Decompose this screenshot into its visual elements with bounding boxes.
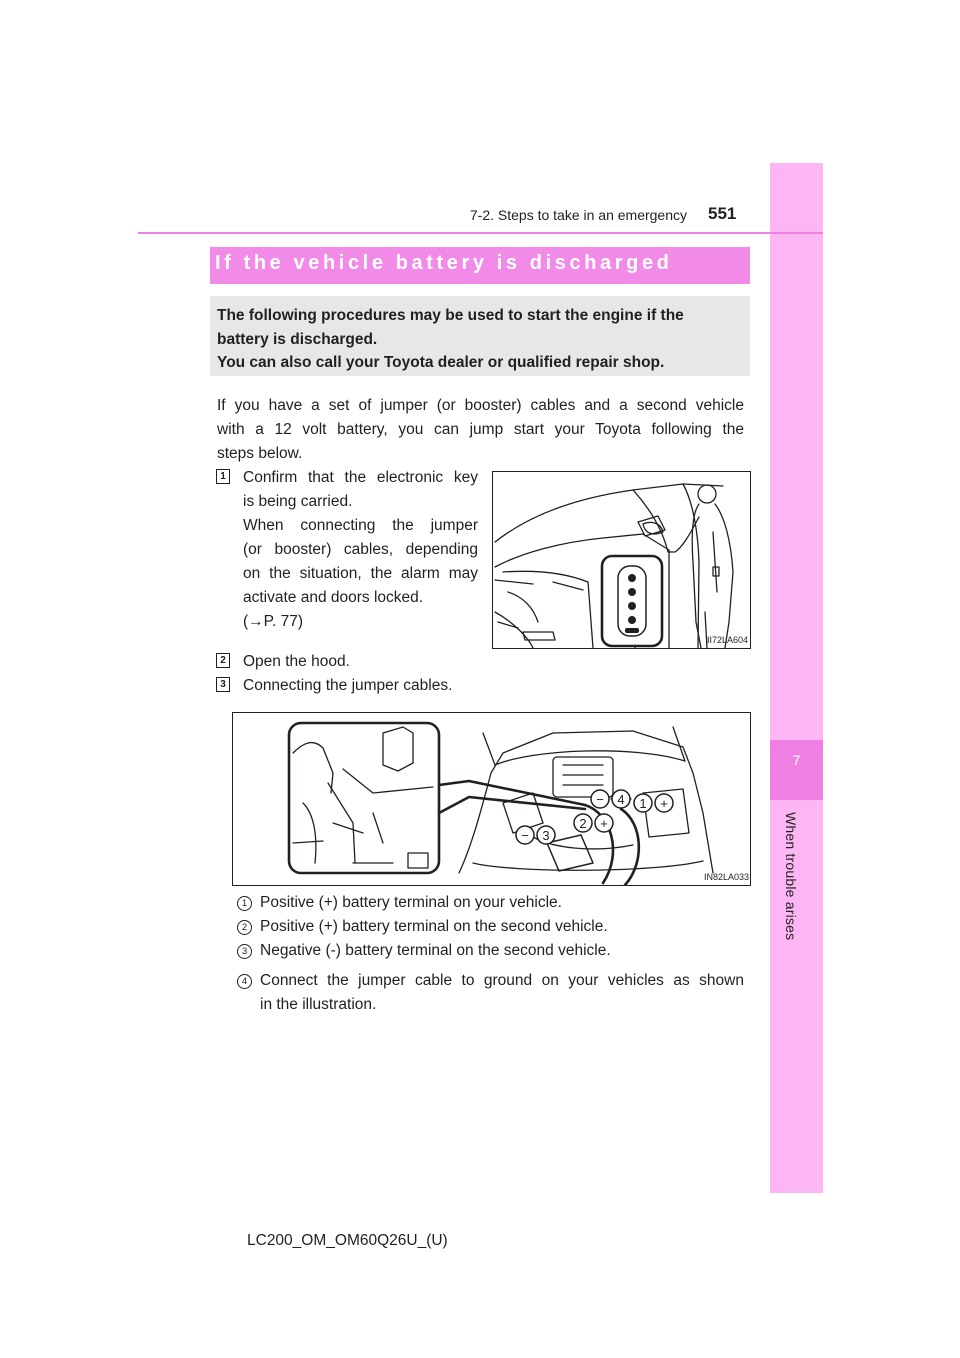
chapter-label: When trouble arises: [783, 812, 799, 941]
figure-electronic-key: [492, 471, 751, 649]
step-marker-2: 2: [216, 653, 230, 668]
list-marker-3: 3: [237, 944, 252, 959]
callout-2: 2: [579, 816, 587, 831]
plus-sign: +: [660, 796, 668, 811]
step-marker-3: 3: [216, 677, 230, 692]
callout-4: 4: [617, 792, 625, 807]
list-marker-1: 1: [237, 896, 252, 911]
intro-line-1: The following procedures may be used to start the engine if the: [217, 307, 684, 324]
connection-item-3: Negative (-) battery terminal on the second vehicle.: [260, 942, 611, 959]
connection-item-4-line-1: Connect the jumper cable to ground on your vehicles as shown: [260, 972, 744, 989]
paragraph-line-2: with a 12 volt battery, you can jump start your Toyota following the: [217, 421, 744, 438]
figure-jumper-cables: [232, 712, 751, 886]
step-1-line-2: is being carried.: [243, 493, 353, 510]
step-1-line-7: (→P. 77): [243, 613, 304, 630]
paragraph-line-1: If you have a set of jumper (or booster) cables and a second vehicle: [217, 397, 744, 414]
callout-1: 1: [639, 796, 647, 811]
step-marker-1: 1: [216, 469, 230, 484]
intro-line-2: battery is discharged.: [217, 331, 378, 348]
step-1-line-1: Confirm that the electronic key: [243, 469, 478, 486]
vehicle-key-illustration: [493, 472, 750, 648]
document-code: LC200_OM_OM60Q26U_(U): [247, 1232, 448, 1249]
minus-sign: −: [521, 828, 529, 843]
section-title: If the vehicle battery is discharged: [215, 252, 673, 274]
figure-1-code: II72LA604: [707, 635, 749, 645]
step-1-line-4: (or booster) cables, depending: [243, 541, 478, 558]
page-number: 551: [708, 204, 737, 223]
plus-sign: +: [600, 816, 608, 831]
minus-sign: −: [596, 792, 604, 807]
figure-2-code: IN82LA033: [704, 872, 750, 882]
step-1-line-5: on the situation, the alarm may: [243, 565, 478, 582]
chapter-number-box: [770, 740, 823, 800]
step-1-line-6: activate and doors locked.: [243, 589, 424, 606]
intro-line-3: You can also call your Toyota dealer or qualified repair shop.: [217, 354, 665, 371]
connection-item-4-line-2: in the illustration.: [260, 996, 377, 1013]
step-3-text: Connecting the jumper cables.: [243, 677, 453, 694]
jumper-cable-illustration: [233, 713, 750, 885]
header-rule: [138, 232, 823, 234]
chapter-number: 7: [792, 752, 801, 768]
paragraph-line-3: steps below.: [217, 445, 303, 462]
callout-3: 3: [542, 828, 550, 843]
step-2-text: Open the hood.: [243, 653, 350, 670]
chapter-side-tab: [770, 163, 823, 1193]
step-1-line-3: When connecting the jumper: [243, 517, 478, 534]
section-heading: 7-2. Steps to take in an emergency: [469, 207, 687, 223]
connection-item-1: Positive (+) battery terminal on your vehicle.: [260, 894, 562, 911]
list-marker-4: 4: [237, 974, 252, 989]
list-marker-2: 2: [237, 920, 252, 935]
connection-item-2: Positive (+) battery terminal on the second vehicle.: [260, 918, 608, 935]
